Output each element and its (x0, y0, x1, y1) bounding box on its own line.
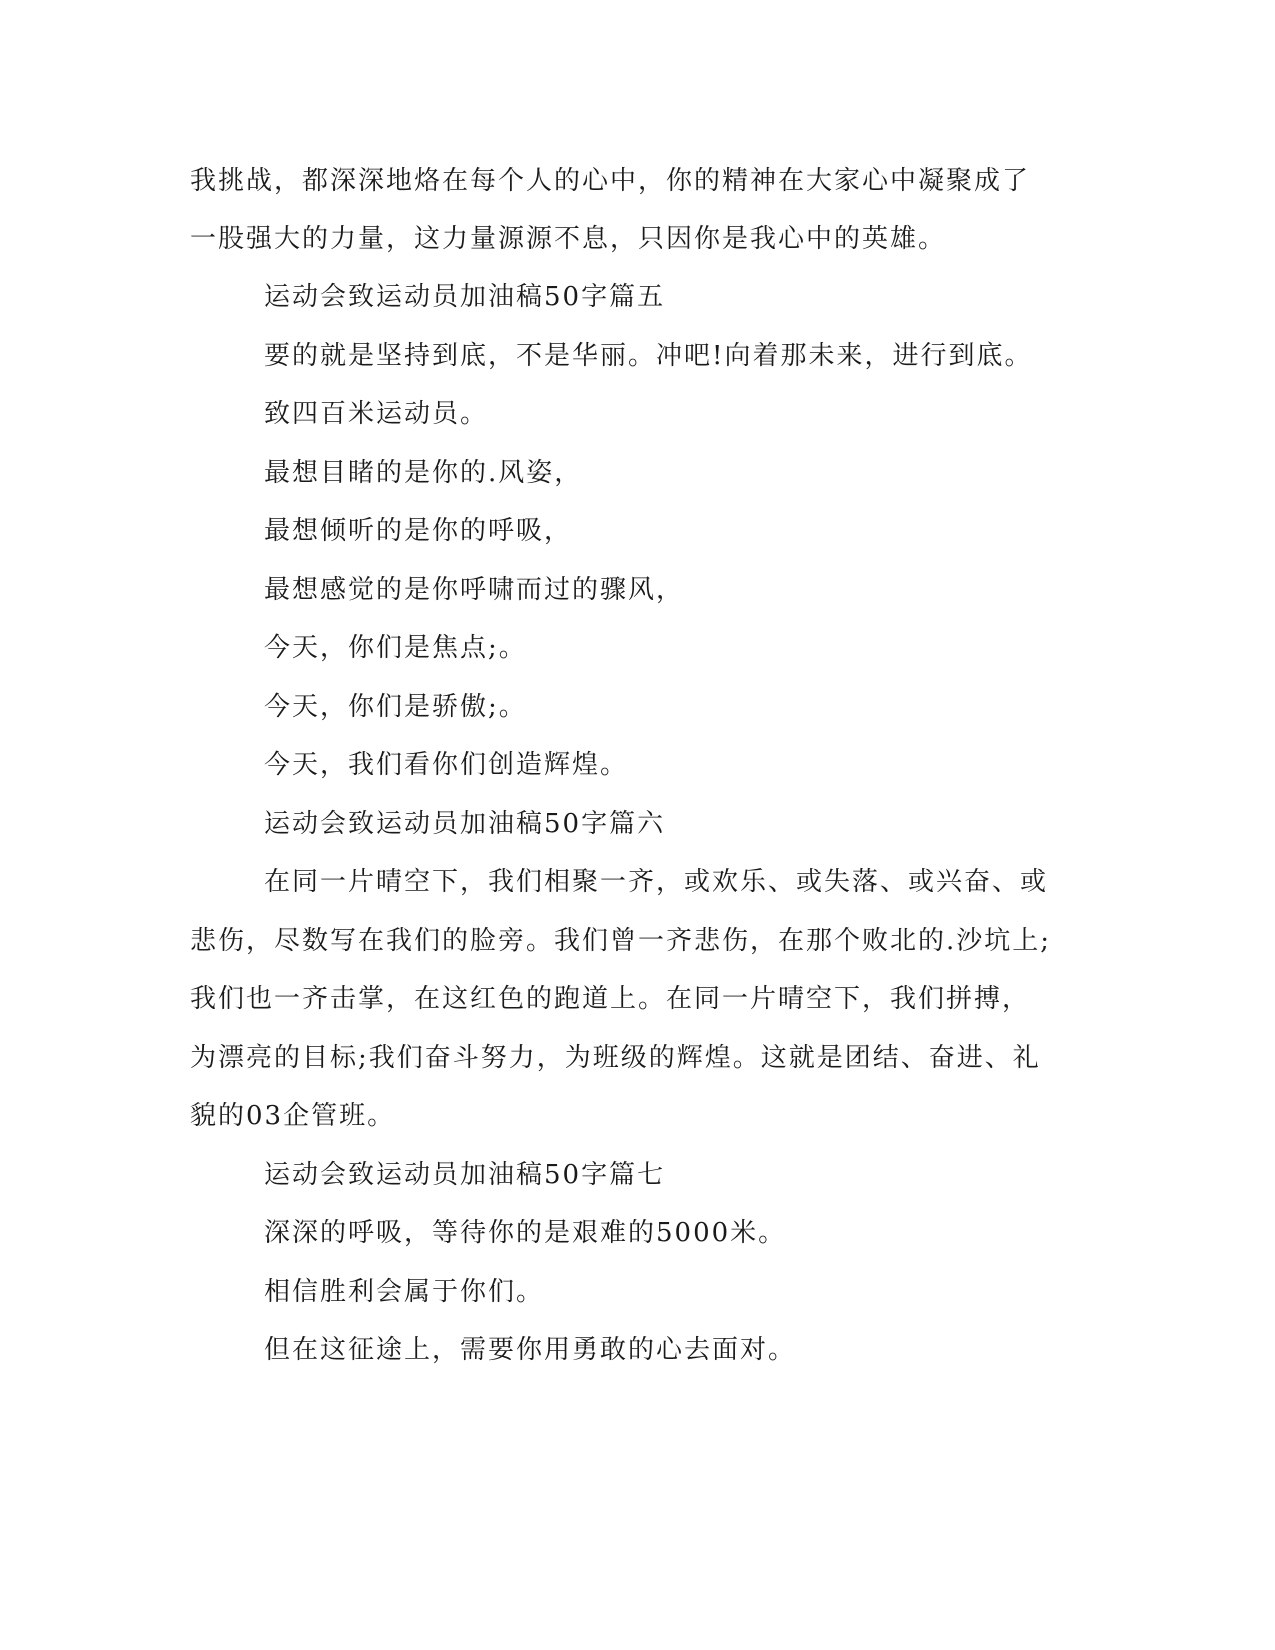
paragraph-line: 今天，你们是骄傲;。 (264, 692, 527, 722)
paragraph-line: 最想感觉的是你呼啸而过的骤风， (264, 575, 685, 605)
paragraph-line: 今天，我们看你们创造辉煌。 (264, 750, 629, 780)
paragraph-line: 深深的呼吸，等待你的是艰难的5000米。 (264, 1218, 787, 1248)
paragraph-line: 相信胜利会属于你们。 (264, 1277, 545, 1307)
paragraph-line: 悲伤，尽数写在我们的脸旁。我们曾一齐悲伤，在那个败北的.沙坑上; (190, 926, 1052, 956)
paragraph-line: 但在这征途上，需要你用勇敢的心去面对。 (264, 1335, 797, 1365)
paragraph-line: 我们也一齐击掌，在这红色的跑道上。在同一片晴空下，我们拼搏， (190, 984, 1031, 1014)
paragraph-line: 最想倾听的是你的呼吸， (264, 516, 573, 546)
section-heading-6: 运动会致运动员加油稿50字篇六 (264, 809, 666, 839)
paragraph-line: 致四百米运动员。 (264, 399, 489, 429)
text-line-continuation: 我挑战，都深深地烙在每个人的心中，你的精神在大家心中凝聚成了 (190, 166, 1031, 196)
paragraph-line: 要的就是坚持到底，不是华丽。冲吧!向着那未来，进行到底。 (264, 341, 1033, 371)
paragraph-line: 今天，你们是焦点;。 (264, 633, 527, 663)
paragraph-line: 在同一片晴空下，我们相聚一齐，或欢乐、或失落、或兴奋、或 (264, 867, 1049, 897)
paragraph-line: 为漂亮的目标;我们奋斗努力，为班级的辉煌。这就是团结、奋进、礼 (190, 1043, 1041, 1073)
paragraph-line: 貌的03企管班。 (190, 1101, 396, 1131)
paragraph-line: 最想目睹的是你的.风姿， (264, 458, 583, 488)
section-heading-7: 运动会致运动员加油稿50字篇七 (264, 1160, 666, 1190)
text-line-continuation: 一股强大的力量，这力量源源不息，只因你是我心中的英雄。 (190, 224, 947, 254)
section-heading-5: 运动会致运动员加油稿50字篇五 (264, 282, 666, 312)
